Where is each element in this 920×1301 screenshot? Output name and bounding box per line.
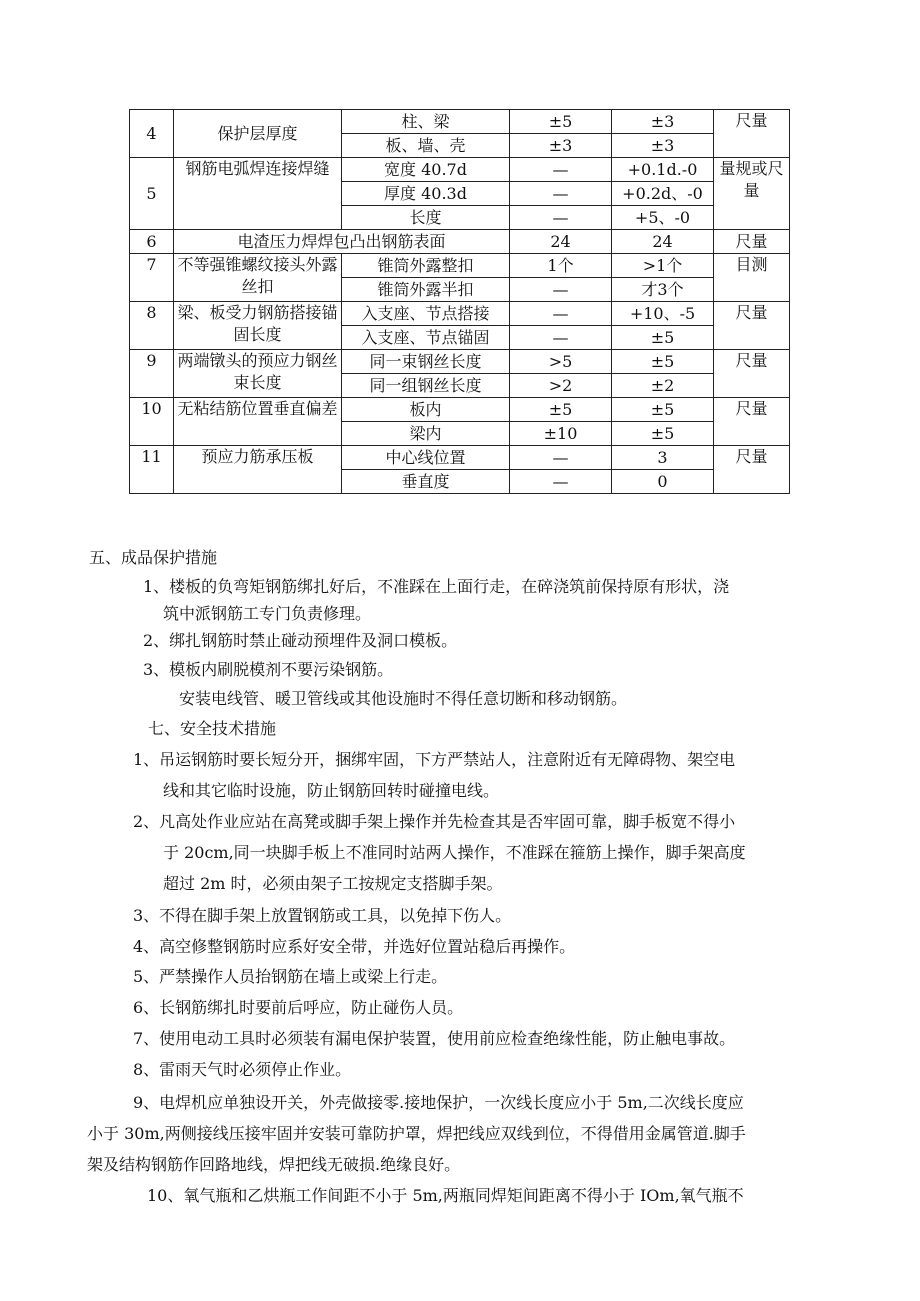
allowable-a: ±3 xyxy=(510,134,612,158)
allowable-a: — xyxy=(510,326,612,350)
sub-item: 锥筒外露整扣 xyxy=(342,254,510,278)
section-7-item: 5、严禁操作人员抬钢筋在墙上或梁上行走。 xyxy=(133,967,448,986)
allowable-a: >2 xyxy=(510,374,612,398)
allowable-b: 0 xyxy=(612,470,714,494)
section-5-item: 3、模板内刷脱模剂不要污染钢筋。 xyxy=(143,660,394,679)
section-7-item: 6、长钢筋绑扎时要前后呼应，防止碰伤人员。 xyxy=(133,998,464,1017)
table-row xyxy=(130,158,790,182)
sub-item: 厚度 40.3d xyxy=(342,182,510,206)
sub-item: 梁内 xyxy=(342,422,510,446)
sub-item: 柱、梁 xyxy=(342,110,510,134)
item-name: 两端镦头的预应力钢丝束长度 xyxy=(174,350,342,398)
section-7-title: 七、安全技术措施 xyxy=(148,719,277,738)
row-number: 7 xyxy=(130,254,174,302)
row-number: 4 xyxy=(130,110,174,158)
quality-tolerance-table xyxy=(129,109,790,494)
sub-item: 垂直度 xyxy=(342,470,510,494)
section-7-item: 架及结构钢筋作回路地线，焊把线无破损.绝缘良好。 xyxy=(87,1155,461,1174)
inspection-method: 尺量 xyxy=(714,398,790,446)
sub-item: 宽度 40.7d xyxy=(342,158,510,182)
allowable-b: >1个 xyxy=(612,254,714,278)
sub-item: 中心线位置 xyxy=(342,446,510,470)
allowable-a: ±5 xyxy=(510,110,612,134)
allowable-a: — xyxy=(510,302,612,326)
table-row xyxy=(130,254,790,278)
sub-item: 长度 xyxy=(342,206,510,230)
sub-item: 同一组钢丝长度 xyxy=(342,374,510,398)
sub-item: 同一束钢丝长度 xyxy=(342,350,510,374)
allowable-a: >5 xyxy=(510,350,612,374)
section-7-item: 3、不得在脚手架上放置钢筋或工具，以免掉下伤人。 xyxy=(133,906,512,925)
sub-item: 入支座、节点搭接 xyxy=(342,302,510,326)
section-5-item: 2、绑扎钢筋时禁止碰动预埋件及洞口模板。 xyxy=(143,631,458,650)
inspection-method: 目测 xyxy=(714,254,790,302)
allowable-b: ±5 xyxy=(612,350,714,374)
section-7-item: 于 20cm,同一块脚手板上不准同时站两人操作，不准踩在箍筋上操作，脚手架高度 xyxy=(163,843,746,862)
section-5-note: 安装电线管、暖卫管线或其他设施时不得任意切断和移动钢筋。 xyxy=(179,689,628,708)
table-row xyxy=(130,446,790,470)
table-row xyxy=(130,350,790,374)
section-7-item: 10、氧气瓶和乙烘瓶工作间距不小于 5m,两瓶同焊矩间距离不得小于 IOm,氧气瓶不 xyxy=(147,1186,744,1205)
sub-item: 入支座、节点锚固 xyxy=(342,326,510,350)
allowable-a: ±5 xyxy=(510,398,612,422)
allowable-a: — xyxy=(510,158,612,182)
allowable-b: ±3 xyxy=(612,110,714,134)
section-7-item: 4、高空修整钢筋时应系好安全带，并选好位置站稳后再操作。 xyxy=(133,937,576,956)
item-name: 保护层厚度 xyxy=(174,110,342,158)
row-number: 11 xyxy=(130,446,174,494)
table-row xyxy=(130,110,790,134)
section-7-item: 超过 2m 时，必须由架子工按规定支搭脚手架。 xyxy=(163,874,503,893)
allowable-b: 3 xyxy=(612,446,714,470)
inspection-method: 尺量 xyxy=(714,446,790,494)
row-number: 6 xyxy=(130,230,174,254)
section-7-item: 7、使用电动工具时必须装有漏电保护装置，使用前应检查绝缘性能，防止触电事故。 xyxy=(133,1029,736,1048)
allowable-b: 24 xyxy=(612,230,714,254)
section-7-item: 9、电焊机应单独设开关，外壳做接零.接地保护，一次线长度应小于 5m,二次线长度应 xyxy=(133,1093,744,1112)
item-name: 钢筋电弧焊连接焊缝 xyxy=(174,158,342,230)
row-number: 8 xyxy=(130,302,174,350)
sub-item: 锥筒外露半扣 xyxy=(342,278,510,302)
allowable-b: 才3个 xyxy=(612,278,714,302)
section-5-title: 五、成品保护措施 xyxy=(89,548,218,567)
inspection-method: 尺量 xyxy=(714,302,790,350)
allowable-a: — xyxy=(510,182,612,206)
table-row xyxy=(130,398,790,422)
inspection-method: 量规或尺量 xyxy=(714,158,790,230)
allowable-a: — xyxy=(510,470,612,494)
section-5-item: 1、楼板的负弯矩钢筋绑扎好后，不准踩在上面行走，在碎浇筑前保持原有形状，浇 xyxy=(143,577,730,596)
sub-item: 板内 xyxy=(342,398,510,422)
sub-item: 板、墙、壳 xyxy=(342,134,510,158)
allowable-a: 24 xyxy=(510,230,612,254)
allowable-a: — xyxy=(510,206,612,230)
allowable-b: ±5 xyxy=(612,422,714,446)
item-name: 电渣压力焊焊包凸出钢筋表面 xyxy=(174,230,510,254)
inspection-method: 尺量 xyxy=(714,230,790,254)
section-5-item: 筑中派钢筋工专门负责修理。 xyxy=(163,604,372,623)
allowable-a: 1个 xyxy=(510,254,612,278)
allowable-a: — xyxy=(510,446,612,470)
row-number: 10 xyxy=(130,398,174,446)
section-7-item: 线和其它临时设施，防止钢筋回转时碰撞电线。 xyxy=(163,781,500,800)
item-name: 预应力筋承压板 xyxy=(174,446,342,494)
section-7-item: 1、吊运钢筋时要长短分开，捆绑牢固，下方严禁站人，注意附近有无障碍物、架空电 xyxy=(133,750,736,769)
allowable-b: +10、-5 xyxy=(612,302,714,326)
allowable-b: +0.2d、-0 xyxy=(612,182,714,206)
row-number: 9 xyxy=(130,350,174,398)
allowable-b: ±3 xyxy=(612,134,714,158)
allowable-b: ±5 xyxy=(612,326,714,350)
allowable-b: +5、-0 xyxy=(612,206,714,230)
allowable-a: — xyxy=(510,278,612,302)
section-7-item: 2、凡高处作业应站在高凳或脚手架上操作并先检查其是否牢固可靠，脚手板宽不得小 xyxy=(133,812,736,831)
inspection-method: 尺量 xyxy=(714,350,790,398)
item-name: 无粘结筋位置垂直偏差 xyxy=(174,398,342,446)
section-7-item: 小于 30m,两侧接线压接牢固并安装可靠防护罩，焊把线应双线到位，不得借用金属管道.脚手 xyxy=(87,1124,746,1143)
section-7-item: 8、雷雨天气时必须停止作业。 xyxy=(133,1060,352,1079)
allowable-b: ±2 xyxy=(612,374,714,398)
allowable-b: ±5 xyxy=(612,398,714,422)
inspection-method: 尺量 xyxy=(714,110,790,158)
allowable-a: ±10 xyxy=(510,422,612,446)
item-name: 梁、板受力钢筋搭接锚固长度 xyxy=(174,302,342,350)
table-row xyxy=(130,230,790,254)
table-row xyxy=(130,302,790,326)
row-number: 5 xyxy=(130,158,174,230)
item-name: 不等强锥螺纹接头外露丝扣 xyxy=(174,254,342,302)
allowable-b: +0.1d.-0 xyxy=(612,158,714,182)
